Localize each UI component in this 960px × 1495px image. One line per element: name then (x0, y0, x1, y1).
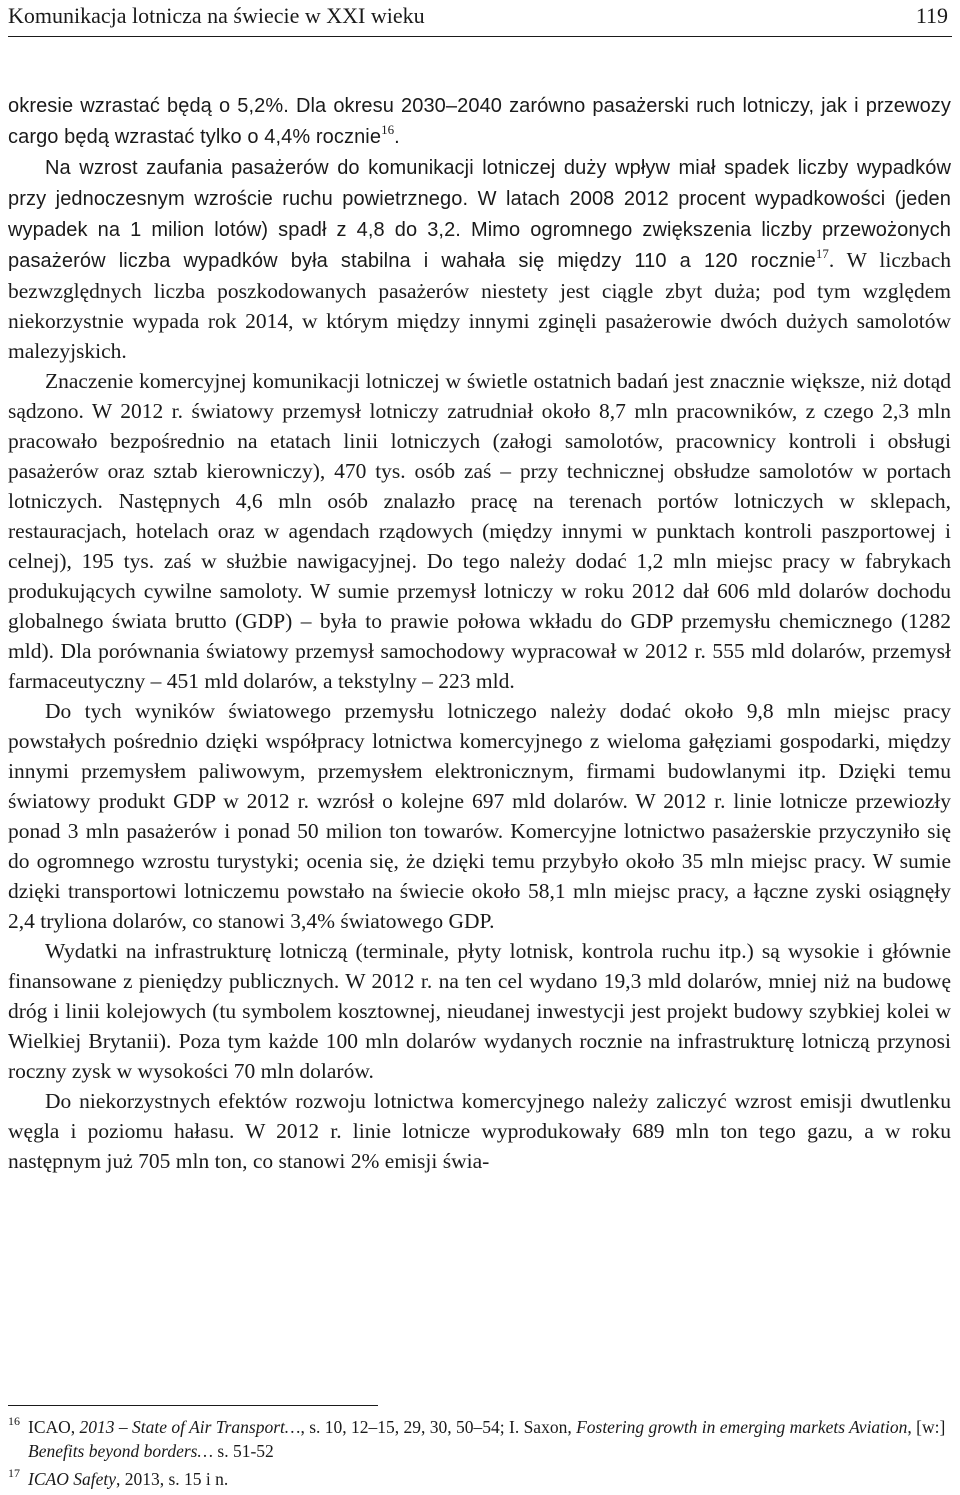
footnote-text: , 2013, s. 15 i n. (115, 1469, 229, 1489)
footnote-title: 2013 – State of Air Transport… (79, 1417, 301, 1437)
paragraph-6-text: Do niekorzystnych efektów rozwoju lotnictwa komercyjnego należy zaliczyć wzrost emisji dwutlenku węgla i poziomu hałasu. W 2012 r. linie lotnicze wyprodukowały 689 mln ton tego gazu, a w roku następnym już 705 mln ton, co stanowi 2% emisji świa- (8, 1089, 951, 1173)
footnote-text: , s. 10, 12–15, 29, 30, 50–54; I. Saxon, (300, 1417, 577, 1437)
footnotes (8, 1415, 952, 1495)
page-number: 119 (915, 3, 948, 28)
footnote-17 (8, 1467, 952, 1491)
paragraph-2-text: Na wzrost zaufania pasażerów do komunikacji lotniczej duży wpływ miał spadek liczby wypadków przy jednoczesnym wzroście ruchu powietrznego. W latach 2008 2012 procent wypadkowości (jeden wypadek na 1 milion lotów) spadł z 4,8 do 3,2. Mimo ogromnego zwiększenia liczby przewożonych pasażerów liczba wypadków była stabilna i wahała się między 110 a 120 rocznie (8, 157, 951, 272)
footnote-title: Benefits beyond borders… (28, 1441, 214, 1461)
footnote-ref-16: 16 (381, 122, 395, 137)
footnote-number: 16 (8, 1414, 20, 1428)
footnote-ref-17: 17 (815, 246, 829, 261)
paragraph-1-end: . (394, 126, 400, 148)
footnote-number: 17 (8, 1466, 20, 1480)
paragraph-1 (8, 90, 951, 152)
paragraph-6 (8, 1086, 951, 1176)
footnote-separator (8, 1405, 378, 1406)
paragraph-4 (8, 696, 951, 936)
footnote-text: , [w:] (907, 1417, 946, 1437)
body-text (8, 90, 951, 1176)
paragraph-5-text: Wydatki na infrastrukturę lotniczą (terminale, płyty lotnisk, kontrola ruchu itp.) są wysokie i głównie finansowane z pieniędzy publicznych. W 2012 r. na ten cel wydano 19,3 mld dolarów, mniej niż na budowę dróg i linii kolejowych (tu symbolem kosztownej, nieudanej inwestycji jest projekt budowy szybkiej kolei w Wielkiej Brytanii). Poza tym każde 100 mln dolarów wydanych rocznie na infrastrukturę lotniczą przynosi roczny zysk w wysokości 70 mln dolarów. (8, 939, 951, 1083)
paragraph-5 (8, 936, 951, 1086)
paragraph-4-text: Do tych wyników światowego przemysłu lotniczego należy dodać około 9,8 mln miejsc pracy powstałych pośrednio dzięki współpracy lotnictwa komercyjnego z wieloma gałęziami gospodarki, między innymi przemysłem paliwowym, przemysłem elektronicznym, firmami budowlanymi itp. Dzięki temu światowy produkt GDP w 2012 r. wzrósł o kolejne 697 mld dolarów. W 2012 r. linie lotnicze przewiozły ponad 3 mln pasażerów i ponad 50 milion ton towarów. Komercyjne lotnictwo pasażerskie przyczyniło się do ogromnego wzrostu turystyki; ocenia się, że dzięki temu przybyło około 35 mln miejsc pracy. W sumie dzięki transportowi lotniczemu powstało na świecie około 58,1 mln miejsc pracy, a łączne zyski osiągnęły 2,4 tryliona dolarów, co stanowi 3,4% światowego GDP. (8, 699, 951, 933)
paragraph-1-text: okresie wzrastać będą o 5,2%. Dla okresu 2030–2040 zarówno pasażerski ruch lotniczy, jak i przewozy cargo będą wzrastać tylko o 4,4% rocznie (8, 95, 951, 148)
running-header (8, 0, 952, 36)
footnote-text: ICAO, (28, 1417, 80, 1437)
header-rule (8, 36, 952, 37)
footnote-title: Fostering growth in emerging markets Aviation (576, 1417, 908, 1437)
paragraph-2 (8, 152, 951, 366)
paragraph-3-text: Znaczenie komercyjnej komunikacji lotniczej w świetle ostatnich badań jest znacznie większe, niż dotąd sądzono. W 2012 r. światowy przemysł lotniczy zatrudniał około 8,7 mln pracowników, z czego 2,3 mln pracowało bezpośrednio na etatach linii lotniczych (załogi samolotów, pracownicy kontroli i obsługi pasażerów oraz sztab kierowniczy), 470 tys. osób zaś – przy technicznej obsłudze samolotów w portach lotniczych. Następnych 4,6 mln osób znalazło pracę na terenach portów lotniczych w sklepach, restauracjach, hotelach oraz w agendach rządowych (między innymi w punktach kontroli paszportowej i celnej), 195 tys. zaś w służbie nawigacyjnej. Do tego należy dodać 1,2 mln miejsc pracy w fabrykach produkujących cywilne samoloty. W sumie przemysł lotniczy w roku 2012 dał 606 mld dolarów dochodu globalnego świata brutto (GDP) – była to prawie połowa wkładu do GDP przemysłu chemicznego (1282 mld). Dla porównania światowy przemysł samochodowy wypracował w 2012 r. 555 mld dolarów, przemysł farmaceutyczny – 451 mld dolarów, a tekstylny – 223 mld. (8, 369, 951, 693)
chapter-title: Komunikacja lotnicza na świecie w XXI wieku (8, 3, 425, 28)
footnote-text: s. 51-52 (213, 1441, 274, 1461)
paragraph-2-continuation: . W liczbach bezwzględnych liczba poszkodowanych pasażerów niestety jest ciągle zbyt duża; pod tym względem niekorzystnie wypada rok 2014, w którym między innymi zginęli pasażerowie dwóch dużych samolotów malezyjskich. (8, 248, 951, 363)
footnote-16 (8, 1415, 952, 1463)
footnote-title: ICAO Safety (28, 1469, 116, 1489)
paragraph-3 (8, 366, 951, 696)
